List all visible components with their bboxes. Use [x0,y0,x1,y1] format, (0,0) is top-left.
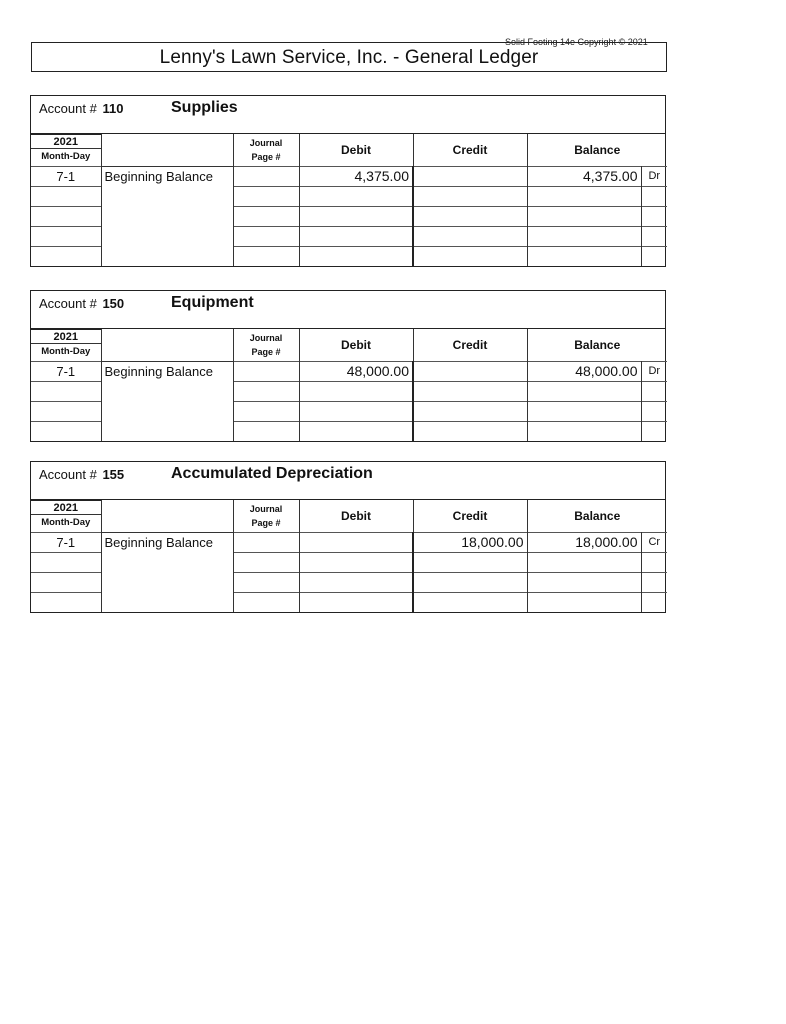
credit-header: Credit [413,134,527,166]
account-header [31,462,665,500]
entry-dr-cr: Dr [641,166,667,186]
entry-balance: 4,375.00 [527,166,641,186]
ledger-account-155 [30,461,666,613]
entry-debit [299,532,413,552]
account-number: 110 [102,101,124,116]
account-name: Supplies [171,99,238,116]
account-name: Equipment [171,294,254,311]
entry-debit: 4,375.00 [299,166,413,186]
entry-description: Beginning Balance [101,166,233,186]
entry-journal-page [233,166,299,186]
ledger-table [31,329,667,441]
entry-dr-cr: Dr [641,361,667,381]
credit-header: Credit [413,500,527,532]
balance-header: Balance [574,142,621,157]
table-row [31,166,667,186]
entry-credit [413,166,527,186]
table-row [31,361,667,381]
entry-journal-page [233,361,299,381]
table-row [31,572,667,592]
table-row [31,186,667,206]
column-header-row [31,500,667,532]
entry-credit [413,361,527,381]
account-number: 155 [102,467,125,482]
table-row [31,592,667,612]
ledger-account-150 [30,290,666,442]
account-number-label: Account # 110 [39,101,124,116]
table-row [31,421,667,441]
account-number-label: Account # 155 [39,467,125,482]
date-header: 2021 Month-Day [31,329,101,361]
balance-header: Balance [574,337,621,352]
description-header [101,329,233,361]
entry-description: Beginning Balance [101,361,233,381]
credit-header: Credit [413,329,527,361]
ledger-account-110 [30,95,666,267]
account-header [31,96,665,134]
copyright-notice: Solid Footing 14e Copyright © 2021 [505,37,648,47]
account-number-label: Account # 150 [39,296,125,311]
account-header [31,291,665,329]
debit-header: Debit [299,329,413,361]
account-number: 150 [102,296,125,311]
description-header [101,500,233,532]
table-row [31,401,667,421]
debit-header: Debit [299,500,413,532]
entry-date: 7-1 [31,361,101,381]
entry-credit: 18,000.00 [413,532,527,552]
column-header-row [31,329,667,361]
date-header: 2021 Month-Day [31,500,101,532]
entry-debit: 48,000.00 [299,361,413,381]
description-header [101,134,233,166]
ledger-title: Lenny's Lawn Service, Inc. - General Ledger [159,47,539,68]
journal-page-header: Journal Page # [233,500,299,532]
journal-page-header: Journal Page # [233,329,299,361]
entry-balance: 18,000.00 [527,532,641,552]
journal-page-header: Journal Page # [233,134,299,166]
entry-journal-page [233,532,299,552]
ledger-table [31,134,667,266]
entry-date: 7-1 [31,166,101,186]
ledger-table [31,500,667,612]
table-row [31,226,667,246]
table-row [31,532,667,552]
debit-header: Debit [299,134,413,166]
table-row [31,246,667,266]
ledger-title-box [31,42,667,72]
table-row [31,206,667,226]
entry-balance: 48,000.00 [527,361,641,381]
column-header-row [31,134,667,166]
table-row [31,552,667,572]
entry-date: 7-1 [31,532,101,552]
entry-description: Beginning Balance [101,532,233,552]
table-row [31,381,667,401]
entry-dr-cr: Cr [641,532,667,552]
account-name: Accumulated Depreciation [171,465,373,482]
date-header: 2021 Month-Day [31,134,101,166]
balance-header: Balance [574,508,621,523]
